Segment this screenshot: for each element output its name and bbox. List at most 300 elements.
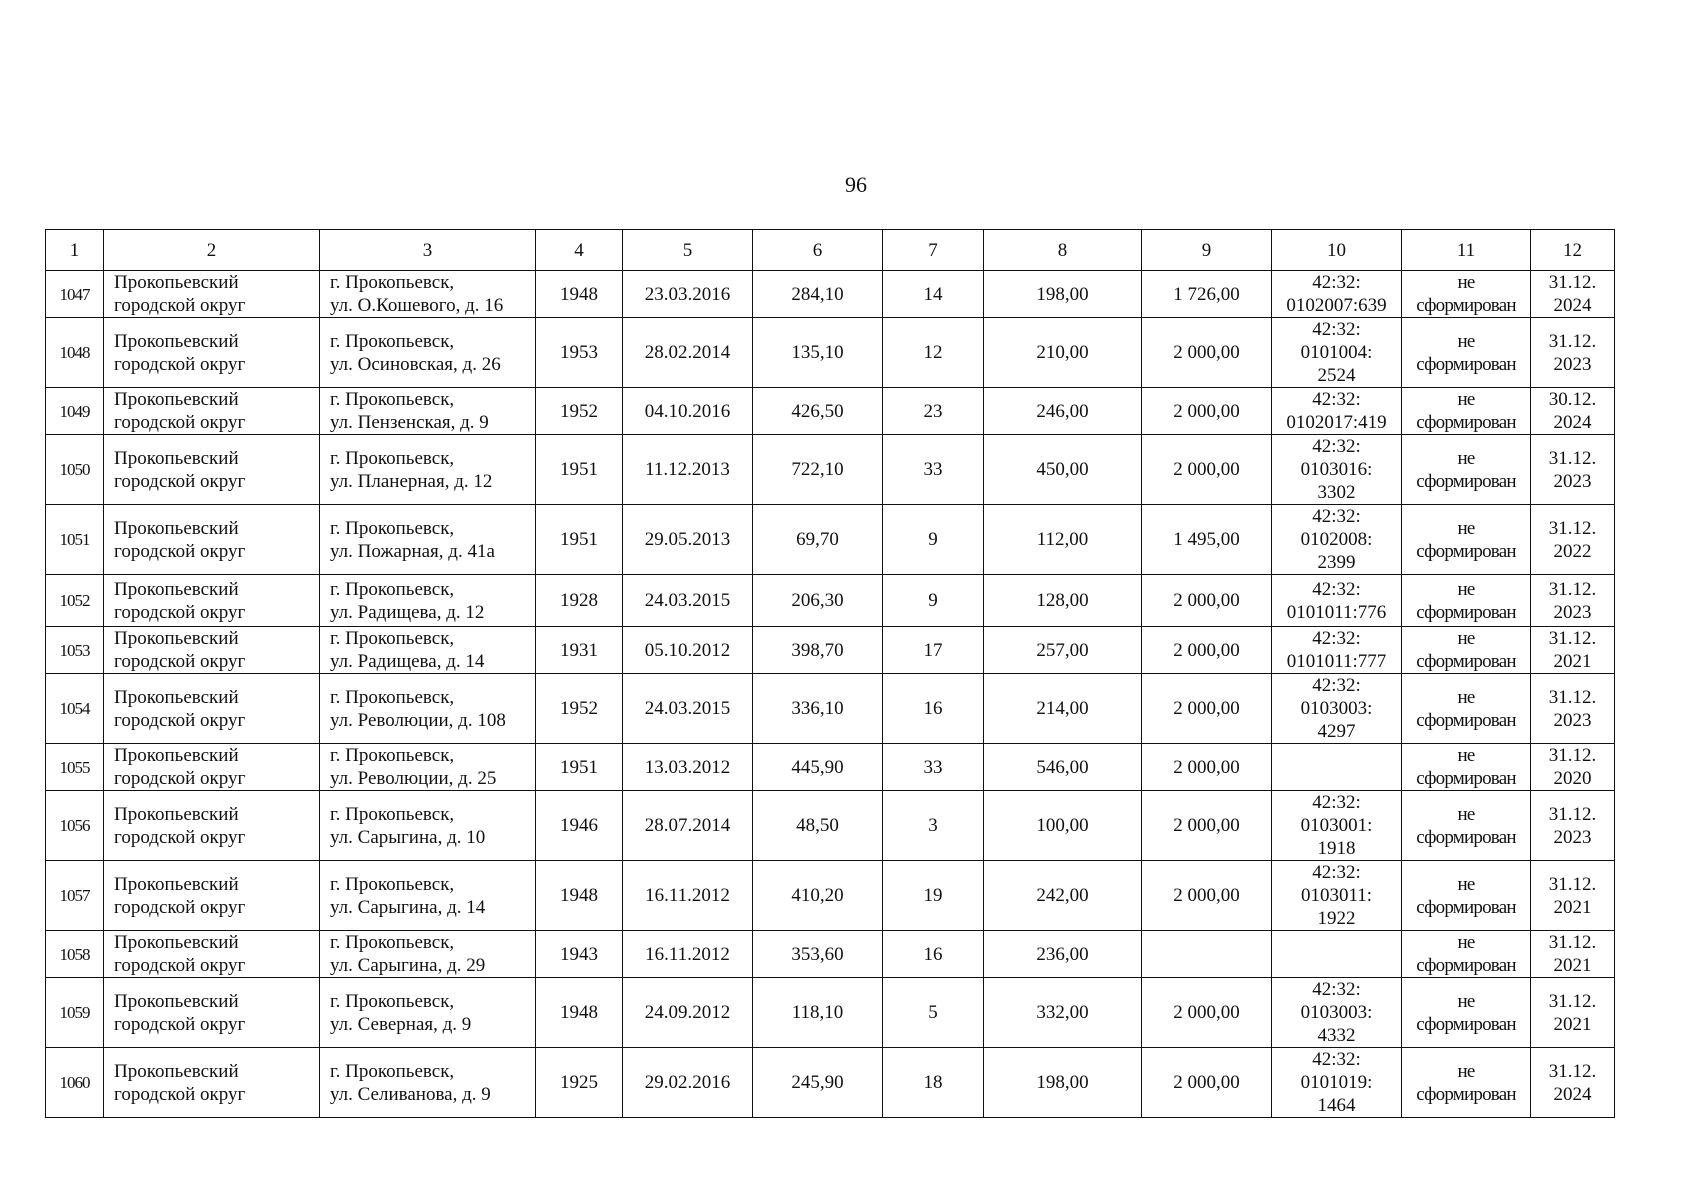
cadastral-number-cell-line: 4297 <box>1317 721 1356 742</box>
value-col8-cell: 100,00 <box>984 791 1142 861</box>
table-row <box>46 791 1615 861</box>
address-cell <box>320 744 536 791</box>
cadastral-number-cell-line: 42:32: <box>1312 319 1361 340</box>
table-row <box>46 318 1615 388</box>
district-cell <box>104 271 320 318</box>
status-cell-line: не <box>1457 389 1475 410</box>
status-cell-line: сформирован <box>1416 412 1516 433</box>
year-cell: 1953 <box>536 318 623 388</box>
row-number: 1053 <box>46 627 104 674</box>
deadline-cell-line: 2021 <box>1553 1013 1592 1035</box>
cadastral-number-cell-line: 2399 <box>1317 552 1356 573</box>
address-cell-line: г. Прокопьевск, <box>330 745 455 766</box>
cadastral-number-cell-line: 4332 <box>1317 1025 1356 1046</box>
cadastral-number-cell-line: 42:32: <box>1312 628 1361 649</box>
district-cell <box>104 861 320 931</box>
address-cell <box>320 861 536 931</box>
status-cell-line: не <box>1457 873 1475 895</box>
cadastral-number-cell-line: 3302 <box>1317 482 1356 503</box>
date-cell: 23.03.2016 <box>623 271 753 318</box>
address-cell-line: ул. Радищева, д. 14 <box>330 651 485 672</box>
status-cell-line: не <box>1457 745 1475 766</box>
status-cell-line: сформирован <box>1416 353 1516 375</box>
column-header-7: 7 <box>883 230 984 271</box>
status-cell-line: не <box>1457 932 1475 953</box>
deadline-cell <box>1531 271 1615 318</box>
value-col9-cell: 2 000,00 <box>1142 674 1272 744</box>
cadastral-number-cell-line: 42:32: <box>1312 792 1361 813</box>
table-row <box>46 674 1615 744</box>
year-cell: 1952 <box>536 674 623 744</box>
cadastral-number-cell-line: 42:32: <box>1312 272 1361 293</box>
address-cell-line: ул. Пожарная, д. 41а <box>330 540 495 562</box>
district-cell <box>104 791 320 861</box>
address-cell <box>320 388 536 435</box>
cadastral-number-cell <box>1272 575 1402 627</box>
year-cell: 1948 <box>536 978 623 1048</box>
cadastral-number-cell-line: 42:32: <box>1312 979 1361 1000</box>
row-number: 1049 <box>46 388 104 435</box>
address-cell-line: г. Прокопьевск, <box>330 990 455 1012</box>
status-cell <box>1402 435 1531 505</box>
value-col8-cell: 214,00 <box>984 674 1142 744</box>
district-cell-line: Прокопьевский <box>114 745 239 766</box>
status-cell-line: не <box>1457 628 1475 649</box>
cadastral-number-cell-line: 42:32: <box>1312 436 1361 457</box>
area-cell: 135,10 <box>753 318 883 388</box>
deadline-cell <box>1531 791 1615 861</box>
table-row <box>46 271 1615 318</box>
deadline-cell-line: 2022 <box>1553 540 1592 562</box>
value-col8-cell: 242,00 <box>984 861 1142 931</box>
area-cell: 336,10 <box>753 674 883 744</box>
address-cell-line: г. Прокопьевск, <box>330 686 455 708</box>
address-cell <box>320 318 536 388</box>
year-cell: 1951 <box>536 505 623 575</box>
area-cell: 445,90 <box>753 744 883 791</box>
deadline-cell <box>1531 674 1615 744</box>
date-cell: 29.02.2016 <box>623 1048 753 1118</box>
row-number: 1054 <box>46 674 104 744</box>
area-cell: 398,70 <box>753 627 883 674</box>
cadastral-number-cell-line: 42:32: <box>1312 389 1361 410</box>
cadastral-number-cell-line: 1464 <box>1317 1095 1356 1116</box>
address-cell <box>320 575 536 627</box>
address-cell-line: ул. Селиванова, д. 9 <box>330 1083 491 1105</box>
row-number: 1050 <box>46 435 104 505</box>
deadline-cell-line: 2023 <box>1553 470 1592 492</box>
year-cell: 1925 <box>536 1048 623 1118</box>
district-cell-line: Прокопьевский <box>114 873 239 895</box>
cadastral-number-cell-line: 0103003: <box>1300 698 1373 719</box>
address-cell <box>320 931 536 978</box>
row-number: 1051 <box>46 505 104 575</box>
table-header <box>46 230 1615 271</box>
district-cell <box>104 575 320 627</box>
deadline-cell <box>1531 744 1615 791</box>
status-cell-line: сформирован <box>1416 955 1516 976</box>
cadastral-number-cell <box>1272 931 1402 978</box>
value-col9-cell: 2 000,00 <box>1142 388 1272 435</box>
address-cell <box>320 271 536 318</box>
row-number: 1057 <box>46 861 104 931</box>
cadastral-number-cell <box>1272 674 1402 744</box>
deadline-cell-line: 2021 <box>1553 955 1592 976</box>
deadline-cell <box>1531 435 1615 505</box>
count-cell: 18 <box>883 1048 984 1118</box>
address-cell <box>320 1048 536 1118</box>
column-header-11: 11 <box>1402 230 1531 271</box>
status-cell <box>1402 674 1531 744</box>
status-cell-line: не <box>1457 272 1475 293</box>
status-cell-line: не <box>1457 578 1475 600</box>
cadastral-number-cell <box>1272 318 1402 388</box>
cadastral-number-cell <box>1272 861 1402 931</box>
deadline-cell <box>1531 388 1615 435</box>
status-cell-line: не <box>1457 330 1475 352</box>
area-cell: 245,90 <box>753 1048 883 1118</box>
district-cell-line: городской округ <box>114 768 246 789</box>
date-cell: 16.11.2012 <box>623 931 753 978</box>
district-cell <box>104 627 320 674</box>
value-col8-cell: 257,00 <box>984 627 1142 674</box>
district-cell-line: Прокопьевский <box>114 686 239 708</box>
address-cell <box>320 435 536 505</box>
address-cell-line: ул. Сарыгина, д. 10 <box>330 826 486 848</box>
row-number: 1047 <box>46 271 104 318</box>
deadline-cell-line: 2024 <box>1553 1083 1592 1105</box>
table-row <box>46 435 1615 505</box>
address-cell-line: ул. Планерная, д. 12 <box>330 470 493 492</box>
deadline-cell-line: 2023 <box>1553 601 1592 623</box>
status-cell <box>1402 978 1531 1048</box>
table-body <box>46 271 1615 1118</box>
deadline-cell <box>1531 1048 1615 1118</box>
table-row <box>46 861 1615 931</box>
cadastral-number-cell-line: 0101011:776 <box>1286 601 1387 623</box>
address-cell-line: г. Прокопьевск, <box>330 628 455 649</box>
status-cell-line: не <box>1457 517 1475 539</box>
address-cell <box>320 978 536 1048</box>
district-cell-line: Прокопьевский <box>114 517 239 539</box>
district-cell-line: Прокопьевский <box>114 932 239 953</box>
district-cell-line: Прокопьевский <box>114 447 239 469</box>
table-row <box>46 978 1615 1048</box>
column-header-3: 3 <box>320 230 536 271</box>
district-cell-line: городской округ <box>114 540 246 562</box>
district-cell-line: городской округ <box>114 353 246 375</box>
cadastral-number-cell <box>1272 791 1402 861</box>
status-cell <box>1402 791 1531 861</box>
cadastral-number-cell <box>1272 435 1402 505</box>
cadastral-number-cell-line: 42:32: <box>1312 675 1361 696</box>
date-cell: 04.10.2016 <box>623 388 753 435</box>
deadline-cell-line: 31.12. <box>1548 517 1597 539</box>
count-cell: 9 <box>883 575 984 627</box>
deadline-cell-line: 31.12. <box>1548 578 1597 600</box>
district-cell <box>104 1048 320 1118</box>
status-cell-line: сформирован <box>1416 540 1516 562</box>
address-cell-line: г. Прокопьевск, <box>330 578 455 600</box>
row-number: 1058 <box>46 931 104 978</box>
district-cell <box>104 931 320 978</box>
status-cell-line: сформирован <box>1416 768 1516 789</box>
date-cell: 29.05.2013 <box>623 505 753 575</box>
value-col8-cell: 246,00 <box>984 388 1142 435</box>
cadastral-number-cell-line: 0103016: <box>1300 459 1373 480</box>
count-cell: 5 <box>883 978 984 1048</box>
value-col8-cell: 332,00 <box>984 978 1142 1048</box>
table-row <box>46 388 1615 435</box>
cadastral-number-cell <box>1272 744 1402 791</box>
district-cell-line: Прокопьевский <box>114 990 239 1012</box>
address-cell <box>320 627 536 674</box>
cadastral-number-cell <box>1272 627 1402 674</box>
district-cell-line: Прокопьевский <box>114 272 239 293</box>
value-col9-cell: 1 726,00 <box>1142 271 1272 318</box>
table-row <box>46 627 1615 674</box>
district-cell <box>104 388 320 435</box>
cadastral-number-cell-line: 42:32: <box>1312 862 1361 883</box>
status-cell-line: сформирован <box>1416 1013 1516 1035</box>
count-cell: 23 <box>883 388 984 435</box>
status-cell-line: сформирован <box>1416 295 1516 316</box>
year-cell: 1951 <box>536 744 623 791</box>
row-number: 1052 <box>46 575 104 627</box>
date-cell: 24.09.2012 <box>623 978 753 1048</box>
status-cell-line: сформирован <box>1416 826 1516 848</box>
address-cell-line: ул. Сарыгина, д. 29 <box>330 955 486 976</box>
district-cell <box>104 318 320 388</box>
district-cell-line: городской округ <box>114 601 246 623</box>
table-row <box>46 1048 1615 1118</box>
deadline-cell-line: 31.12. <box>1548 272 1597 293</box>
value-col9-cell: 2 000,00 <box>1142 435 1272 505</box>
district-cell-line: Прокопьевский <box>114 578 239 600</box>
cadastral-number-cell-line: 2524 <box>1317 365 1356 386</box>
date-cell: 24.03.2015 <box>623 575 753 627</box>
value-col8-cell: 450,00 <box>984 435 1142 505</box>
status-cell <box>1402 931 1531 978</box>
count-cell: 12 <box>883 318 984 388</box>
year-cell: 1928 <box>536 575 623 627</box>
address-cell-line: ул. О.Кошевого, д. 16 <box>330 295 504 316</box>
status-cell-line: сформирован <box>1416 601 1516 623</box>
deadline-cell-line: 2023 <box>1553 709 1592 731</box>
district-cell <box>104 744 320 791</box>
deadline-cell-line: 30.12. <box>1548 389 1597 410</box>
status-cell-line: не <box>1457 447 1475 469</box>
deadline-cell-line: 2024 <box>1553 412 1592 433</box>
area-cell: 118,10 <box>753 978 883 1048</box>
cadastral-number-cell-line: 1918 <box>1317 838 1356 859</box>
cadastral-number-cell-line: 0103003: <box>1300 1002 1373 1023</box>
district-cell-line: городской округ <box>114 295 246 316</box>
table-row <box>46 505 1615 575</box>
cadastral-number-cell-line: 0101011:777 <box>1286 651 1387 672</box>
deadline-cell-line: 31.12. <box>1548 628 1597 649</box>
date-cell: 28.07.2014 <box>623 791 753 861</box>
deadline-cell-line: 2020 <box>1553 768 1592 789</box>
cadastral-number-cell <box>1272 271 1402 318</box>
status-cell-line: не <box>1457 686 1475 708</box>
cadastral-number-cell-line: 42:32: <box>1312 578 1361 600</box>
deadline-cell <box>1531 931 1615 978</box>
address-cell <box>320 505 536 575</box>
district-cell-line: городской округ <box>114 955 246 976</box>
deadline-cell-line: 2024 <box>1553 295 1592 316</box>
status-cell-line: не <box>1457 990 1475 1012</box>
address-cell-line: ул. Революции, д. 108 <box>330 709 506 731</box>
value-col9-cell <box>1142 931 1272 978</box>
year-cell: 1948 <box>536 271 623 318</box>
table-row <box>46 744 1615 791</box>
deadline-cell-line: 2023 <box>1553 353 1592 375</box>
district-cell-line: Прокопьевский <box>114 1060 239 1082</box>
area-cell: 206,30 <box>753 575 883 627</box>
status-cell-line: сформирован <box>1416 709 1516 731</box>
count-cell: 9 <box>883 505 984 575</box>
deadline-cell <box>1531 575 1615 627</box>
deadline-cell-line: 2021 <box>1553 651 1592 672</box>
address-cell-line: г. Прокопьевск, <box>330 330 455 352</box>
deadline-cell <box>1531 505 1615 575</box>
cadastral-number-cell-line: 0103001: <box>1300 815 1373 836</box>
cadastral-number-cell-line: 0103011: <box>1300 885 1373 906</box>
value-col9-cell: 2 000,00 <box>1142 744 1272 791</box>
status-cell-line: сформирован <box>1416 470 1516 492</box>
deadline-cell-line: 31.12. <box>1548 803 1597 825</box>
value-col8-cell: 210,00 <box>984 318 1142 388</box>
cadastral-number-cell-line: 0101019: <box>1300 1072 1373 1093</box>
table-row <box>46 575 1615 627</box>
value-col8-cell: 198,00 <box>984 271 1142 318</box>
year-cell: 1931 <box>536 627 623 674</box>
value-col8-cell: 112,00 <box>984 505 1142 575</box>
column-header-1: 1 <box>46 230 104 271</box>
district-cell-line: городской округ <box>114 826 246 848</box>
deadline-cell-line: 31.12. <box>1548 745 1597 766</box>
page-number: 96 <box>845 172 867 197</box>
status-cell <box>1402 318 1531 388</box>
date-cell: 24.03.2015 <box>623 674 753 744</box>
year-cell: 1951 <box>536 435 623 505</box>
column-header-5: 5 <box>623 230 753 271</box>
value-col8-cell: 198,00 <box>984 1048 1142 1118</box>
district-cell-line: городской округ <box>114 896 246 918</box>
year-cell: 1943 <box>536 931 623 978</box>
district-cell <box>104 674 320 744</box>
column-header-2: 2 <box>104 230 320 271</box>
table-row <box>46 931 1615 978</box>
deadline-cell-line: 31.12. <box>1548 330 1597 352</box>
status-cell <box>1402 271 1531 318</box>
value-col8-cell: 546,00 <box>984 744 1142 791</box>
district-cell-line: Прокопьевский <box>114 330 239 352</box>
area-cell: 722,10 <box>753 435 883 505</box>
value-col9-cell: 2 000,00 <box>1142 627 1272 674</box>
address-cell-line: г. Прокопьевск, <box>330 873 455 895</box>
column-header-9: 9 <box>1142 230 1272 271</box>
address-cell-line: ул. Пензенская, д. 9 <box>330 412 489 433</box>
address-cell-line: г. Прокопьевск, <box>330 517 455 539</box>
status-cell-line: сформирован <box>1416 651 1516 672</box>
status-cell <box>1402 505 1531 575</box>
district-cell-line: городской округ <box>114 470 246 492</box>
column-header-6: 6 <box>753 230 883 271</box>
address-cell <box>320 791 536 861</box>
date-cell: 28.02.2014 <box>623 318 753 388</box>
cadastral-number-cell <box>1272 978 1402 1048</box>
count-cell: 3 <box>883 791 984 861</box>
status-cell-line: сформирован <box>1416 896 1516 918</box>
deadline-cell <box>1531 978 1615 1048</box>
count-cell: 33 <box>883 744 984 791</box>
deadline-cell <box>1531 627 1615 674</box>
deadline-cell-line: 31.12. <box>1548 873 1597 895</box>
year-cell: 1952 <box>536 388 623 435</box>
status-cell <box>1402 575 1531 627</box>
count-cell: 16 <box>883 931 984 978</box>
district-cell <box>104 505 320 575</box>
value-col9-cell: 2 000,00 <box>1142 978 1272 1048</box>
row-number: 1059 <box>46 978 104 1048</box>
district-cell-line: городской округ <box>114 709 246 731</box>
count-cell: 14 <box>883 271 984 318</box>
value-col9-cell: 2 000,00 <box>1142 1048 1272 1118</box>
status-cell <box>1402 388 1531 435</box>
date-cell: 11.12.2013 <box>623 435 753 505</box>
address-cell-line: ул. Радищева, д. 12 <box>330 601 485 623</box>
address-cell-line: г. Прокопьевск, <box>330 389 455 410</box>
area-cell: 426,50 <box>753 388 883 435</box>
district-cell-line: городской округ <box>114 412 246 433</box>
district-cell-line: Прокопьевский <box>114 803 239 825</box>
status-cell-line: не <box>1457 803 1475 825</box>
address-cell-line: г. Прокопьевск, <box>330 272 455 293</box>
column-header-8: 8 <box>984 230 1142 271</box>
status-cell <box>1402 1048 1531 1118</box>
district-cell-line: городской округ <box>114 651 246 672</box>
year-cell: 1948 <box>536 861 623 931</box>
cadastral-number-cell <box>1272 1048 1402 1118</box>
address-cell-line: ул. Революции, д. 25 <box>330 768 497 789</box>
address-cell-line: г. Прокопьевск, <box>330 932 455 953</box>
cadastral-number-cell-line: 0101004: <box>1300 342 1373 363</box>
value-col9-cell: 1 495,00 <box>1142 505 1272 575</box>
column-header-10: 10 <box>1272 230 1402 271</box>
address-cell-line: ул. Осиновская, д. 26 <box>330 353 501 375</box>
address-cell-line: г. Прокопьевск, <box>330 1060 455 1082</box>
district-cell <box>104 978 320 1048</box>
cadastral-number-cell-line: 42:32: <box>1312 1049 1361 1070</box>
cadastral-number-cell-line: 1922 <box>1317 908 1356 929</box>
status-cell-line: не <box>1457 1060 1475 1082</box>
date-cell: 16.11.2012 <box>623 861 753 931</box>
status-cell <box>1402 744 1531 791</box>
cadastral-number-cell-line: 0102008: <box>1300 529 1373 550</box>
column-header-12: 12 <box>1531 230 1615 271</box>
value-col9-cell: 2 000,00 <box>1142 791 1272 861</box>
status-cell-line: сформирован <box>1416 1083 1516 1105</box>
value-col9-cell: 2 000,00 <box>1142 318 1272 388</box>
district-cell-line: Прокопьевский <box>114 628 239 649</box>
count-cell: 19 <box>883 861 984 931</box>
area-cell: 69,70 <box>753 505 883 575</box>
address-cell <box>320 674 536 744</box>
date-cell: 13.03.2012 <box>623 744 753 791</box>
address-cell-line: ул. Сарыгина, д. 14 <box>330 896 486 918</box>
